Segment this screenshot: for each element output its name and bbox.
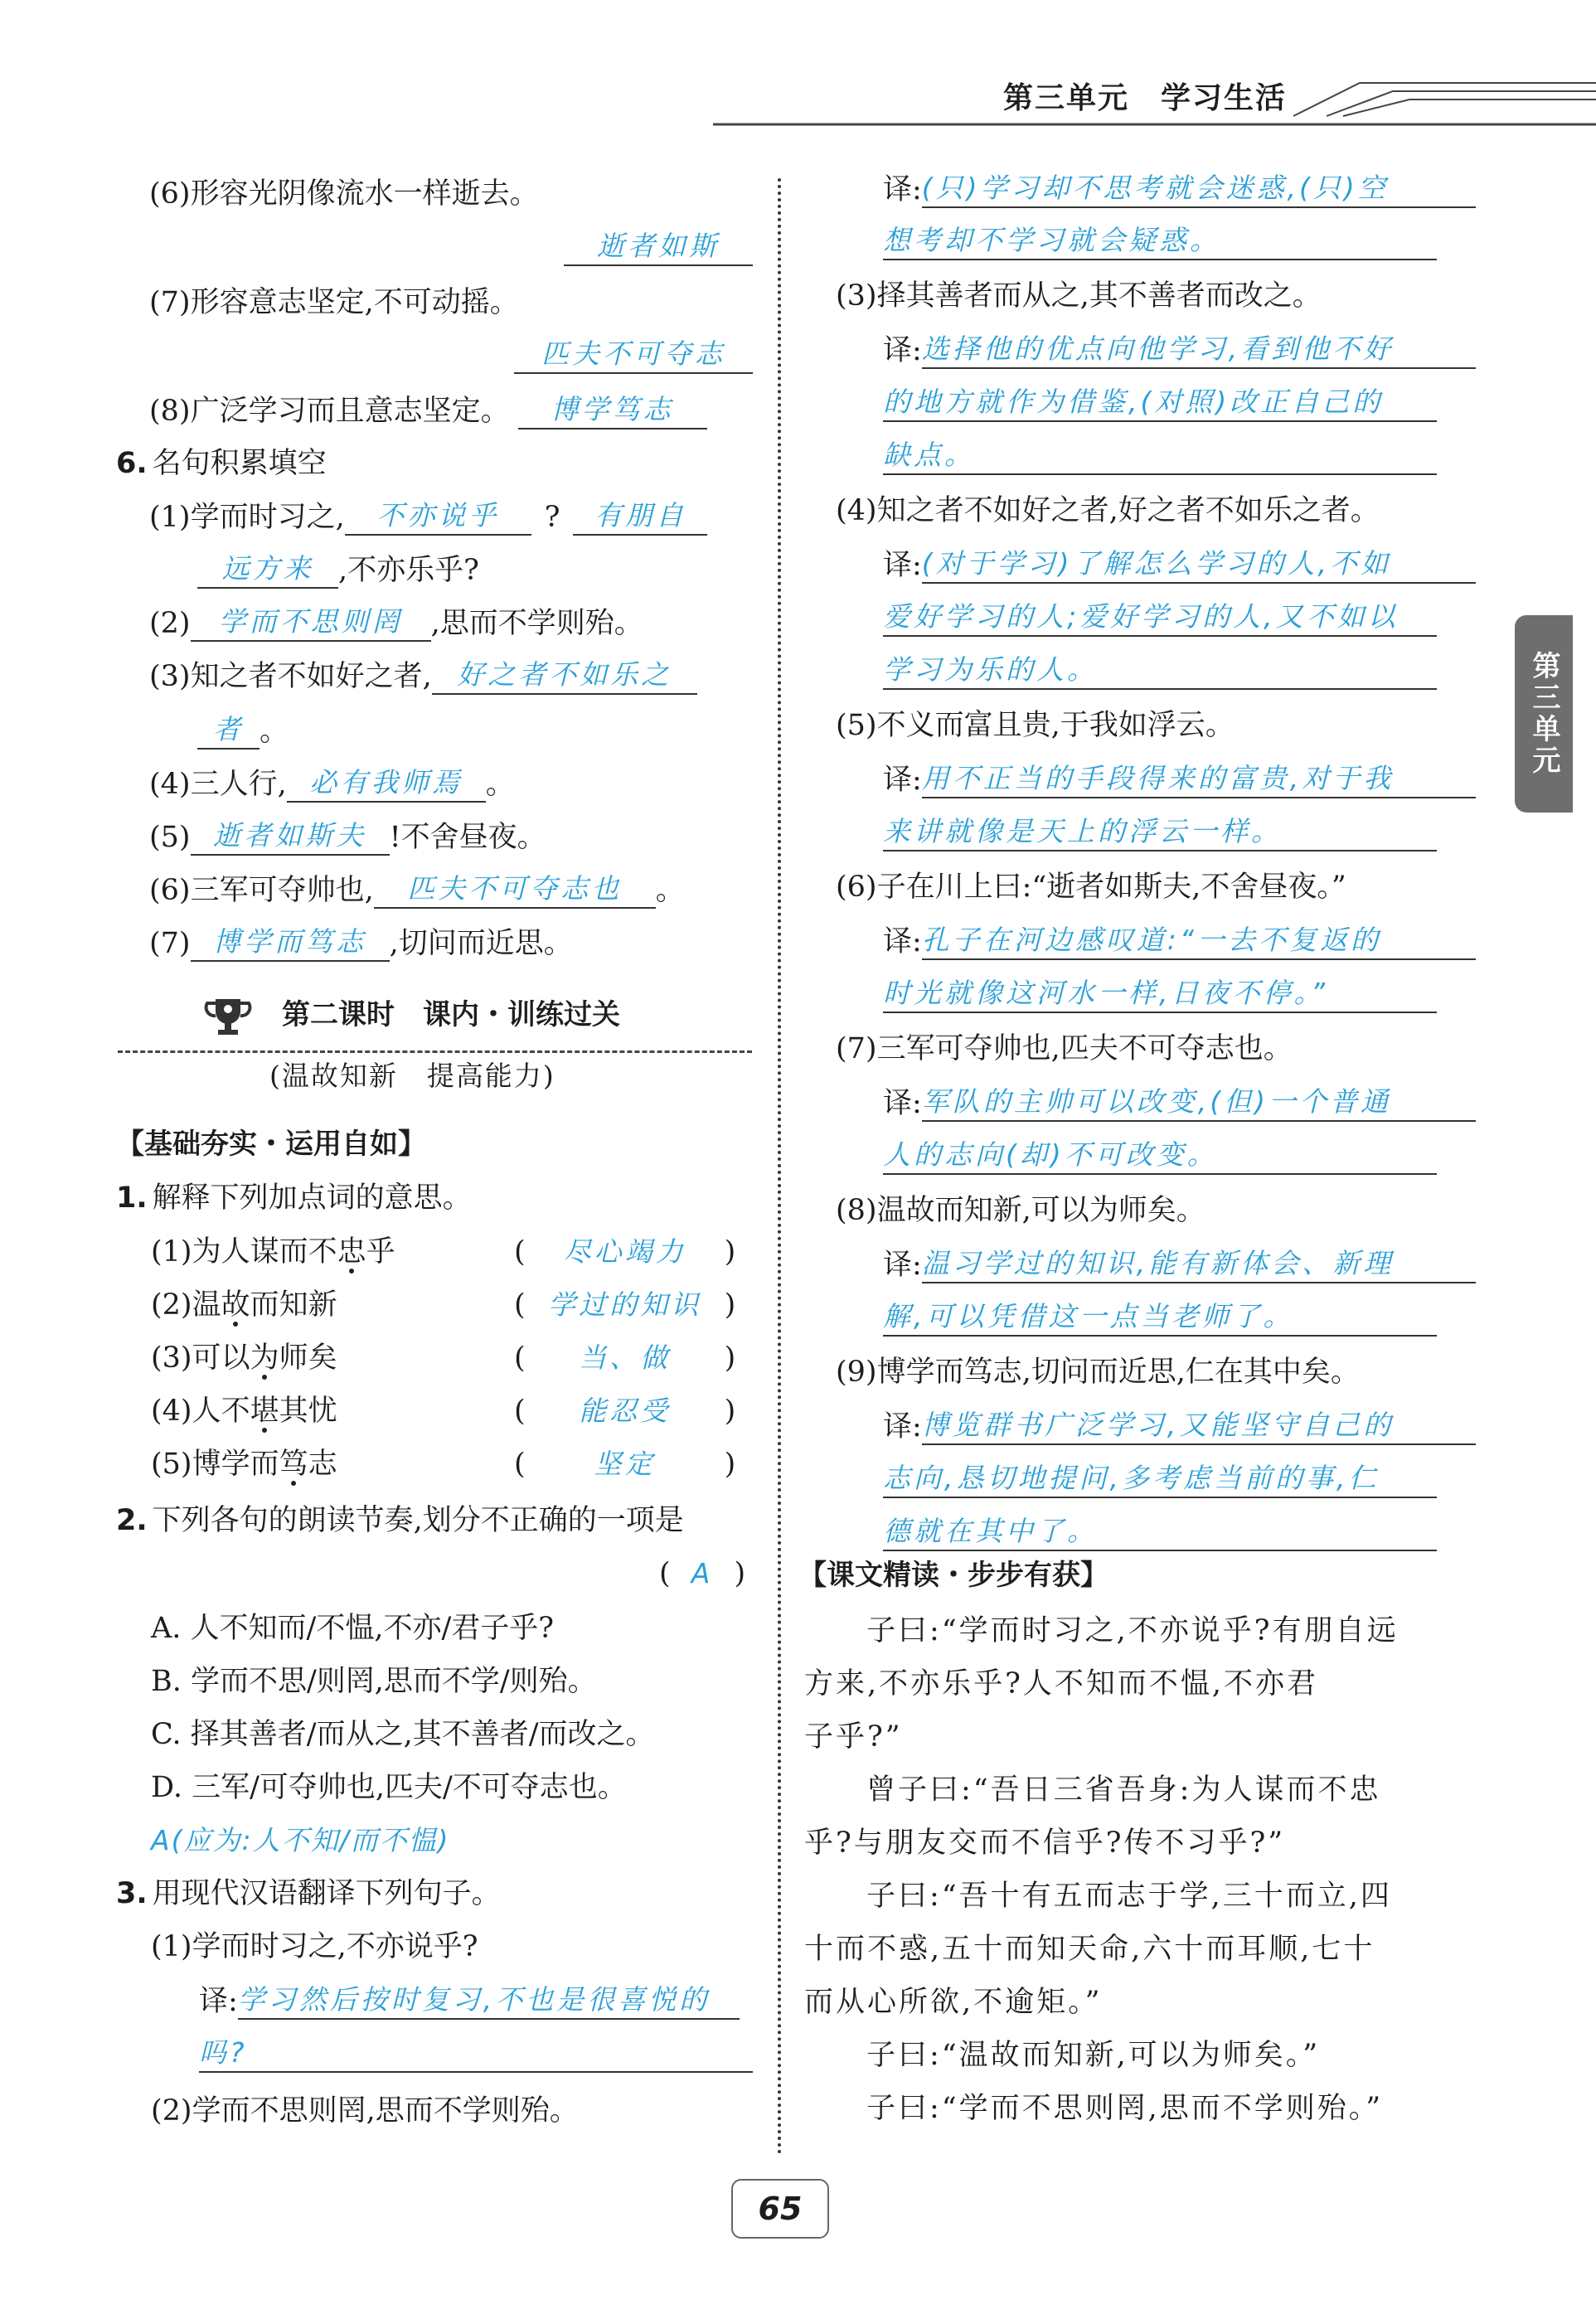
translation-answer-line (883, 437, 1437, 475)
idiom-answer-7: 匹夫不可夺志 (514, 336, 753, 374)
q3-1-answer-1: 学习然后按时复习,不也是很喜悦的 (238, 1982, 740, 2020)
reading-section-title: 【课文精读・步步有获】 (798, 1559, 1108, 1592)
q2-title: 下列各句的朗读节奏,划分不正确的一项是 (152, 1504, 684, 1537)
translation-answer: 爱好学习的人;爱好学习的人,又不如以 (883, 599, 1437, 637)
translation-answer: 缺点。 (883, 437, 1437, 475)
q3-2-question: (2)学而不思则罔,思而不学则殆。 (151, 2094, 579, 2128)
t2-label: 译: (883, 173, 922, 206)
translation-answer-line (883, 922, 1476, 960)
q6-l3-post: ,思而不学则殆。 (430, 607, 643, 640)
translation-question: (7)三军可夺帅也,匹夫不可夺志也。 (836, 1032, 1293, 1065)
q6-l8-post: 。 (655, 874, 685, 907)
q3-1-question: (1)学而时习之,不亦说乎? (151, 1930, 478, 1963)
q6-title: 名句积累填空 (152, 447, 327, 480)
translation-answer: 志向,恳切地提问,多考虑当前的事,仁 (883, 1460, 1437, 1498)
q1-answer-bracket: ( 当、做 ) (514, 1342, 736, 1375)
q1-item-text-post: 志 (308, 1448, 337, 1481)
page-number: 65 (731, 2179, 829, 2239)
translation-label: 译: (883, 1249, 922, 1282)
idiom-item-8 (149, 391, 707, 429)
q1-answer-bracket: ( 学过的知识 ) (514, 1288, 736, 1322)
translation-answer: 孔子在河边感叹道:“一去不复返的 (922, 922, 1476, 960)
translation-answer-line (883, 1513, 1437, 1551)
translation-label: 译: (883, 1410, 922, 1443)
q6-l4-pre: (3)知之者不如好之者, (149, 660, 432, 693)
q1-dotted-word: 笃 (279, 1448, 308, 1481)
q6-l1-mid: ? (544, 501, 560, 534)
passage-line: 子曰:“吾十有五而志于学,三十而立,四 (866, 1880, 1392, 1913)
q2-option-b: B. 学而不思/则罔,思而不学/则殆。 (151, 1665, 597, 1698)
idiom-item-6: (6)形容光阴像流水一样逝去。 (149, 177, 539, 211)
translation-question: (8)温故而知新,可以为师矣。 (836, 1194, 1205, 1227)
q6-l7-post: !不舍昼夜。 (389, 821, 546, 854)
translation-label: 译: (883, 925, 922, 958)
q6-line-3 (149, 604, 643, 642)
translation-answer-line (883, 1137, 1437, 1175)
q1-dotted-word: 故 (221, 1288, 250, 1322)
translation-answer-line (883, 331, 1476, 369)
q6-line-7 (149, 818, 546, 856)
translation-answer-line (883, 1407, 1476, 1445)
q1-item-text: (3)可以 (151, 1342, 250, 1375)
translation-answer-line (883, 813, 1437, 851)
translation-answer: 军队的主帅可以改变,(但)一个普通 (922, 1084, 1476, 1122)
q6-l9-post: ,切问而近思。 (389, 927, 573, 960)
translation-answer: 德就在其中了。 (883, 1513, 1437, 1551)
q2-option-c: C. 择其善者/而从之,其不善者/而改之。 (151, 1718, 655, 1751)
q6-l1-pre: (1)学而时习之, (149, 501, 345, 534)
q2-heading (116, 1502, 684, 1539)
q1-dotted-word: 堪 (250, 1395, 279, 1428)
q6-l5-answer: 者 (197, 711, 260, 750)
q2-answer: A (691, 1557, 714, 1589)
t2-answer-line-1 (883, 170, 1476, 208)
q2-answer-bracket: ( A ) (659, 1557, 746, 1590)
translation-answer: 学习为乐的人。 (883, 652, 1437, 690)
q1-answer: 学过的知识 (548, 1288, 702, 1321)
passage-line: 乎?与朋友交而不信乎?传不习乎?” (804, 1827, 1286, 1860)
q6-l5-post: 。 (260, 715, 289, 748)
translation-answer: 来讲就像是天上的浮云一样。 (883, 813, 1437, 851)
q1-item (151, 1287, 337, 1323)
q2-option-d: D. 三军/可夺帅也,匹夫/不可夺志也。 (151, 1771, 627, 1804)
passage-line: 方来,不亦乐乎?人不知而不愠,不亦君 (804, 1667, 1319, 1701)
q6-l3-pre: (2) (149, 607, 191, 640)
translation-answer-line (883, 975, 1437, 1013)
q1-item (151, 1446, 337, 1482)
q2-number: 2. (116, 1504, 148, 1537)
translation-answer: 的地方就作为借鉴,(对照)改正自己的 (883, 384, 1437, 422)
translation-question: (6)子在川上曰:“逝者如斯夫,不舍昼夜。” (836, 871, 1346, 904)
passage-line: 子乎?” (804, 1720, 903, 1754)
translation-answer-line (883, 546, 1476, 584)
passage-line: 曾子曰:“吾日三省吾身:为人谋而不忠 (866, 1773, 1381, 1807)
t2-answer-line-2 (883, 222, 1437, 260)
q1-item (151, 1234, 395, 1270)
q6-line-4 (149, 657, 697, 695)
q6-line-5 (197, 711, 289, 750)
q1-answer: 当、做 (579, 1342, 672, 1374)
q6-l6-answer: 必有我师焉 (287, 764, 486, 803)
idiom-item-7: (7)形容意志坚定,不可动摇。 (149, 286, 519, 319)
translation-answer: 选择他的优点向他学习,看到他不好 (922, 331, 1476, 369)
q1-item-text: (5)博学而 (151, 1448, 279, 1481)
q1-item-text-post: 乎 (366, 1235, 395, 1269)
q2-note: A(应为:人不知/而不愠) (151, 1824, 450, 1856)
q1-answer-bracket: ( 能忍受 ) (514, 1395, 736, 1428)
translation-label: 译: (883, 334, 922, 367)
translation-answer: 温习学过的知识,能有新体会、新理 (922, 1245, 1476, 1283)
unit-side-tab: 第三单元 (1515, 615, 1573, 813)
translation-answer-line (883, 384, 1437, 422)
q1-heading (116, 1180, 472, 1216)
trophy-icon (203, 995, 253, 1036)
idiom-answer-6: 逝者如斯 (564, 228, 753, 266)
q1-item-text: (1)为人谋而不 (151, 1235, 337, 1269)
q1-dotted-word: 为 (250, 1342, 279, 1375)
header-title: 第三单元 学习生活 (1003, 81, 1288, 115)
q6-l8-answer: 匹夫不可夺志也 (374, 871, 656, 909)
q6-line-1 (149, 497, 707, 536)
translation-question: (9)博学而笃志,切问而近思,仁在其中矣。 (836, 1356, 1360, 1389)
section-title: 第二课时 课内・训练过关 (282, 998, 620, 1031)
q1-item-text-post: 其忧 (279, 1395, 337, 1428)
q1-answer-bracket: ( 尽心竭力 ) (514, 1235, 736, 1269)
q3-1-answer-line-2 (199, 2035, 753, 2073)
q1-answer: 尽心竭力 (563, 1235, 686, 1268)
q2-option-a: A. 人不知而/不愠,不亦/君子乎? (151, 1612, 555, 1645)
q6-l6-pre: (4)三人行, (149, 768, 287, 801)
passage-line: 而从心所欲,不逾矩。” (804, 1986, 1103, 2019)
translation-answer-line (883, 1245, 1476, 1283)
translation-answer-line (883, 1460, 1437, 1498)
q6-l2-post: ,不亦乐乎? (338, 554, 479, 587)
q6-l1-answer-1: 不亦说乎 (345, 497, 531, 536)
q3-1-answer-2: 吗? (199, 2035, 753, 2073)
q6-l9-answer: 博学而笃志 (191, 924, 390, 962)
q6-l3-answer: 学而不思则罔 (191, 604, 431, 642)
translation-answer: 人的志向(却)不可改变。 (883, 1137, 1437, 1175)
translation-answer: (对于学习)了解怎么学习的人,不如 (922, 546, 1476, 584)
column-divider (778, 178, 781, 2156)
translation-answer-line (883, 760, 1476, 798)
q6-l7-answer: 逝者如斯夫 (191, 818, 390, 856)
translation-label: 译: (883, 549, 922, 582)
q1-item-text-post: 师矣 (279, 1342, 337, 1375)
translation-answer: 解,可以凭借这一点当老师了。 (883, 1298, 1437, 1337)
translation-answer-line (883, 1298, 1437, 1337)
translation-question: (4)知之者不如好之者,好之者不如乐之者。 (836, 494, 1380, 527)
q6-line-6 (149, 764, 515, 803)
idiom-question-8: (8)广泛学习而且意志坚定。 (149, 395, 510, 428)
q3-number: 3. (116, 1877, 148, 1910)
translation-answer-line (883, 652, 1437, 690)
q6-l9-pre: (7) (149, 927, 191, 960)
passage-line: 子曰:“温故而知新,可以为师矣。” (866, 2039, 1321, 2072)
q6-line-8 (149, 871, 685, 909)
section-subtitle: (温故知新 提高能力) (269, 1060, 555, 1092)
q6-l2-answer: 远方来 (197, 551, 338, 589)
q6-heading (116, 445, 327, 482)
t2-answer-2: 想考却不学习就会疑惑。 (883, 222, 1437, 260)
q1-answer-bracket: ( 坚定 ) (514, 1448, 736, 1481)
q3-heading (116, 1875, 501, 1912)
q3-1-label: 译: (199, 1985, 238, 2018)
q6-l8-pre: (6)三军可夺帅也, (149, 874, 374, 907)
q1-dotted-word: 忠 (337, 1235, 366, 1269)
translation-answer-line (883, 599, 1437, 637)
basic-section-title: 【基础夯实・运用自如】 (116, 1128, 426, 1161)
q1-item-text: (4)人不 (151, 1395, 250, 1428)
q1-item-text: (2)温 (151, 1288, 221, 1322)
q3-title: 用现代汉语翻译下列句子。 (152, 1877, 501, 1910)
q6-l1-answer-2: 有朋自 (573, 497, 707, 536)
translation-label: 译: (883, 764, 922, 797)
q1-title: 解释下列加点词的意思。 (152, 1181, 472, 1215)
q6-line-2 (197, 551, 479, 589)
q1-item (151, 1340, 337, 1376)
passage-line: 子曰:“学而时习之,不亦说乎?有朋自远 (866, 1614, 1399, 1647)
translation-answer: 博览群书广泛学习,又能坚守自己的 (922, 1407, 1476, 1445)
q6-line-9 (149, 924, 573, 962)
q1-number: 1. (116, 1181, 148, 1215)
q1-answer: 能忍受 (579, 1395, 672, 1427)
q6-l7-pre: (5) (149, 821, 191, 854)
translation-question: (3)择其善者而从之,其不善者而改之。 (836, 279, 1322, 313)
translation-answer: 时光就像这河水一样,日夜不停。” (883, 975, 1437, 1013)
translation-question: (5)不义而富且贵,于我如浮云。 (836, 709, 1235, 742)
section-divider (118, 1050, 752, 1053)
q6-number: 6. (116, 447, 148, 480)
t2-answer-1: (只)学习却不思考就会迷惑,(只)空 (922, 170, 1476, 208)
q1-item (151, 1393, 337, 1429)
q1-answer: 坚定 (594, 1448, 656, 1480)
passage-line: 十而不惑,五十而知天命,六十而耳顺,七十 (804, 1933, 1375, 1966)
q1-item-text-post: 而知新 (250, 1288, 337, 1322)
q6-l6-post: 。 (485, 768, 515, 801)
q3-1-answer-line-1 (199, 1982, 740, 2020)
translation-answer: 用不正当的手段得来的富贵,对于我 (922, 760, 1476, 798)
translation-answer-line (883, 1084, 1476, 1122)
idiom-answer-8: 博学笃志 (518, 391, 707, 429)
q6-l4-answer: 好之者不如乐之 (432, 657, 697, 695)
translation-label: 译: (883, 1087, 922, 1120)
passage-line: 子曰:“学而不思则罔,思而不学则殆。” (866, 2092, 1384, 2125)
